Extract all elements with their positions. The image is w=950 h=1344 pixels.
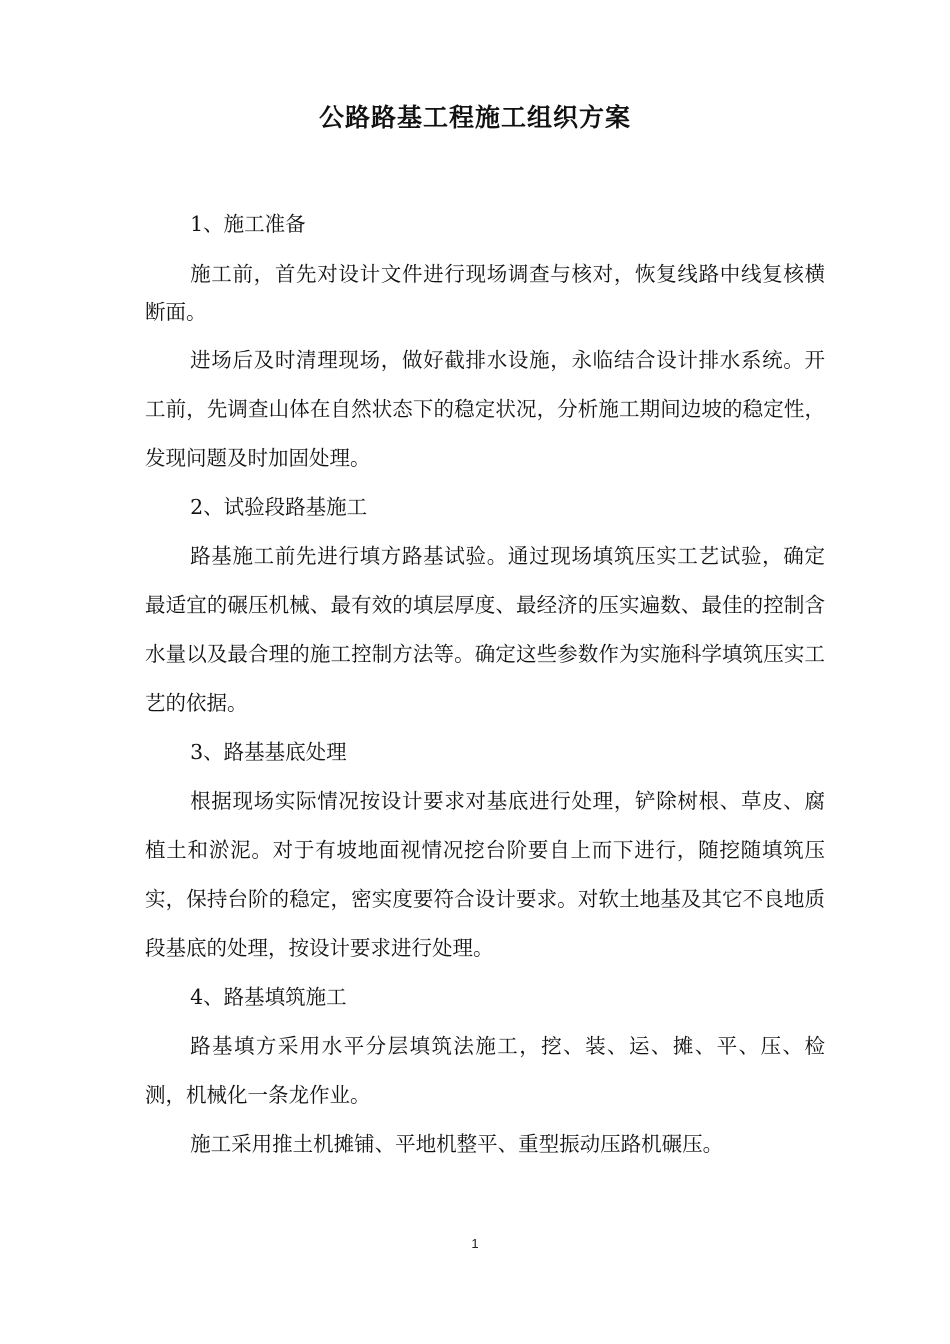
paragraph-test-section: 路基施工前先进行填方路基试验。通过现场填筑压实工艺试验，确定最适宜的碾压机械、最有效的填层厚度、最经济的压实遍数、最佳的控制含水量以及最合理的施工控制方法等。确定这些参数作为实施科学填筑压实工艺的依据。 bbox=[145, 544, 825, 715]
document-title: 公路路基工程施工组织方案 bbox=[318, 103, 631, 132]
section-heading-test-section: 2、试验段路基施工 bbox=[190, 495, 368, 519]
section-heading-preparation: 1、施工准备 bbox=[190, 212, 306, 236]
paragraph-filling-equipment: 施工采用推土机摊铺、平地机整平、重型振动压路机碾压。 bbox=[190, 1132, 724, 1156]
paragraph-filling-method: 路基填方采用水平分层填筑法施工，挖、装、运、摊、平、压、检测，机械化一条龙作业。 bbox=[145, 1034, 825, 1107]
paragraph-base-treatment: 根据现场实际情况按设计要求对基底进行处理，铲除树根、草皮、腐植土和淤泥。对于有坡地面视情况挖台阶要自上而下进行，随挖随填筑压实，保持台阶的稳定，密实度要符合设计要求。对软土地基及其它不良地质段基底的处理，按设计要求进行处理。 bbox=[145, 789, 825, 960]
section-heading-base-treatment: 3、路基基底处理 bbox=[190, 740, 347, 764]
section-heading-filling: 4、路基填筑施工 bbox=[190, 985, 347, 1009]
document-body bbox=[145, 200, 825, 1169]
paragraph-preparation-survey: 施工前，首先对设计文件进行现场调查与核对，恢复线路中线复核横断面。 bbox=[145, 262, 825, 324]
paragraph-preparation-site: 进场后及时清理现场，做好截排水设施，永临结合设计排水系统。开工前，先调查山体在自然状态下的稳定状况，分析施工期间边坡的稳定性，发现问题及时加固处理。 bbox=[145, 348, 825, 470]
page-number: 1 bbox=[471, 1236, 479, 1251]
